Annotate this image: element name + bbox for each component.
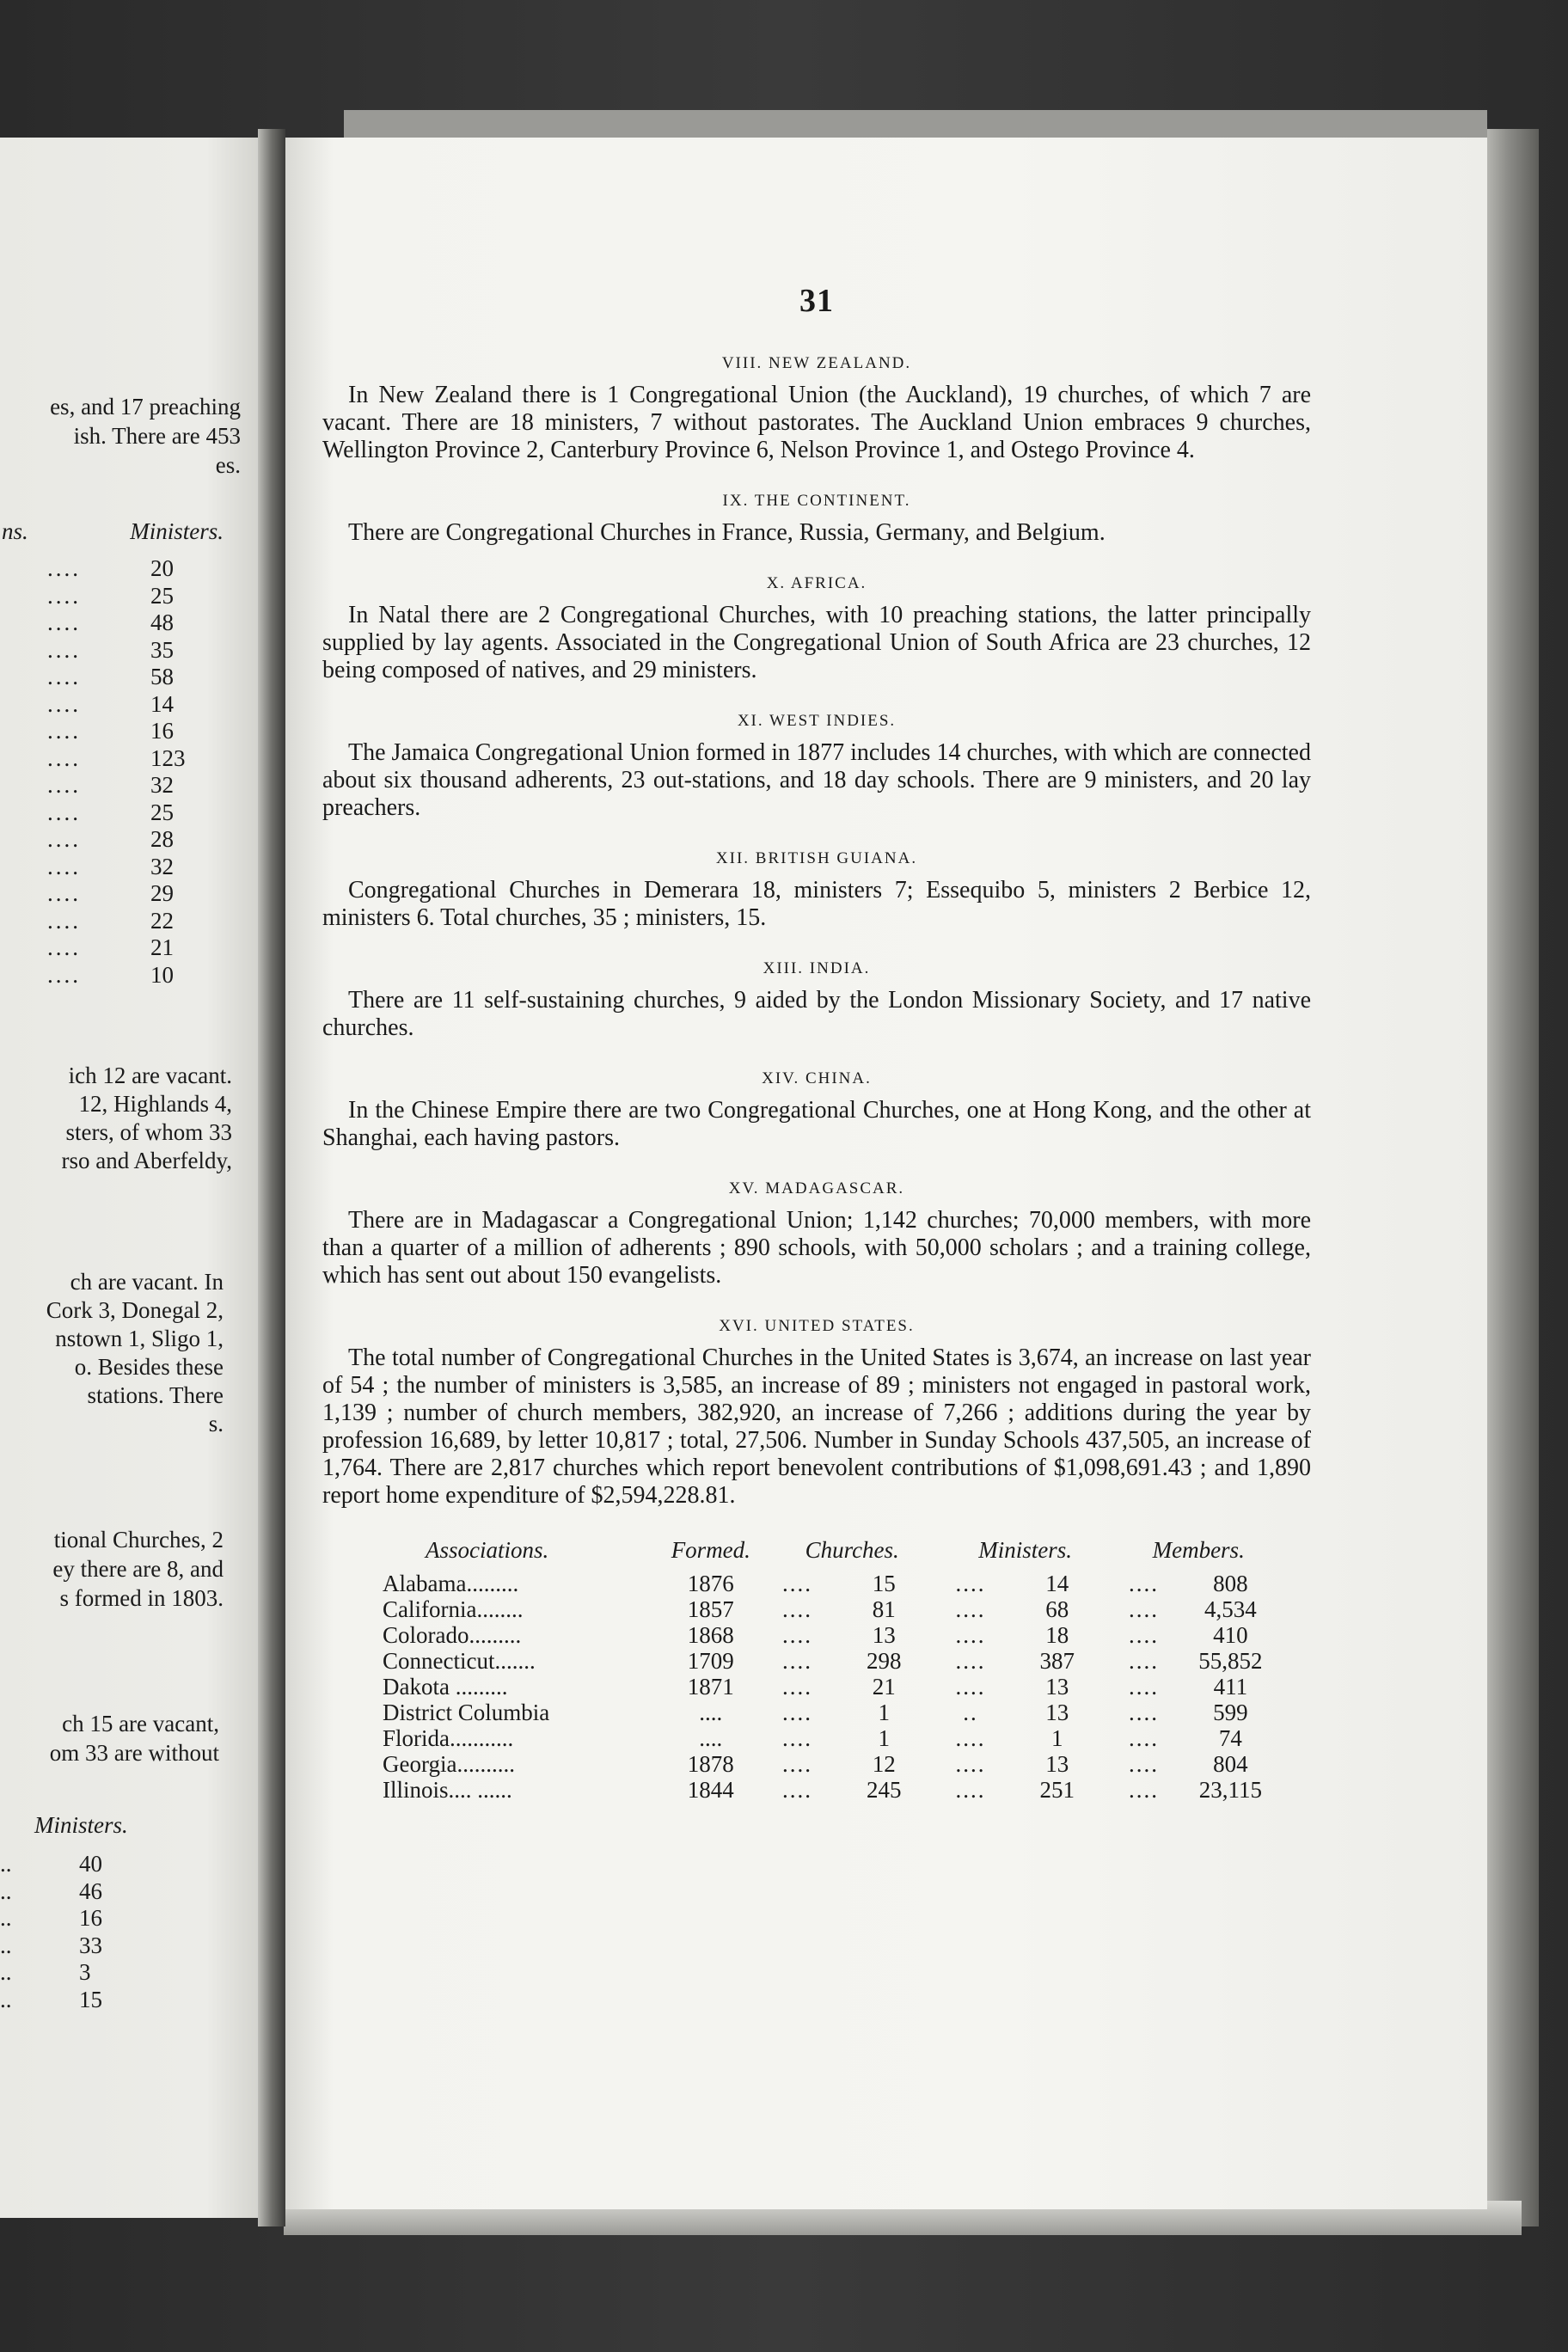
members-count: 55,852 bbox=[1198, 1648, 1263, 1674]
book-gutter bbox=[258, 129, 285, 2226]
left-page-line: ch are vacant. In bbox=[70, 1269, 224, 1295]
ministers-count: 14 bbox=[1045, 1571, 1069, 1596]
churches-count: 12 bbox=[872, 1751, 896, 1777]
section-paragraph: There are Congregational Churches in France, Russia, Germany, and Belgium. bbox=[348, 519, 1106, 546]
left-list-value: 25 bbox=[150, 799, 174, 825]
table-header-row bbox=[383, 1537, 1285, 1571]
association-name: Illinois.... ...... bbox=[383, 1777, 512, 1803]
left-list-value: 28 bbox=[150, 826, 174, 852]
table-row bbox=[383, 1571, 1285, 1596]
left-list-value: 21 bbox=[150, 934, 174, 960]
leader-dots: .... bbox=[47, 907, 81, 934]
left-list-value: 29 bbox=[150, 880, 174, 906]
formed-year: 1876 bbox=[687, 1571, 734, 1596]
left-page-line: s. bbox=[208, 1411, 224, 1436]
left-list-value: 14 bbox=[150, 690, 174, 717]
left-list-value: 32 bbox=[150, 772, 174, 798]
leader-dots: .... bbox=[955, 1751, 986, 1777]
ministers-count: 13 bbox=[1045, 1674, 1069, 1700]
leader-dots: .... bbox=[955, 1725, 986, 1751]
churches-count: 81 bbox=[872, 1596, 896, 1622]
section-paragraph: In Natal there are 2 Congregational Churches, with 10 preaching stations, the latter principally supplied by lay agents. Associated in the Congregational Union of South Africa are 23 churches, 12 being composed of natives, and 29 ministers. bbox=[322, 602, 1311, 683]
left-list-value: 3 bbox=[79, 1959, 91, 1985]
members-count: 23,115 bbox=[1198, 1777, 1262, 1803]
churches-count: 1 bbox=[878, 1700, 891, 1725]
table-body bbox=[383, 1571, 1285, 1803]
table-row bbox=[383, 1648, 1285, 1674]
formed-year: 1871 bbox=[687, 1674, 734, 1700]
leader-dots: .. bbox=[0, 1905, 12, 1931]
members-count: 804 bbox=[1213, 1751, 1248, 1777]
leader-dots: .... bbox=[1129, 1777, 1160, 1803]
left-list-value: 20 bbox=[150, 555, 174, 581]
table-row bbox=[383, 1751, 1285, 1777]
previous-page bbox=[0, 138, 258, 2218]
leader-dots: .... bbox=[782, 1777, 813, 1803]
section-paragraph: In the Chinese Empire there are two Congregational Churches, one at Hong Kong, and the other at Shanghai, each having pastors. bbox=[322, 1097, 1311, 1151]
members-count: 74 bbox=[1218, 1725, 1242, 1751]
association-name: Colorado......... bbox=[383, 1622, 522, 1648]
section-heading: IX. THE CONTINENT. bbox=[722, 492, 911, 510]
members-count: 808 bbox=[1213, 1571, 1248, 1596]
leader-dots: .... bbox=[782, 1674, 813, 1700]
table-row bbox=[383, 1674, 1285, 1700]
left-page-line: o. Besides these bbox=[74, 1354, 224, 1380]
leader-dots: .. bbox=[0, 1986, 12, 2012]
left-list-header: ns. bbox=[2, 518, 28, 544]
section-heading: X. AFRICA. bbox=[766, 574, 867, 592]
section-paragraph: There are in Madagascar a Congregational Union; 1,142 churches; 70,000 members, with more than a quarter of a million of adherents ; 890 schools, with 50,000 scholars ; and a training college, which has sent out about 150 evangelists. bbox=[322, 1207, 1311, 1289]
table-row bbox=[383, 1596, 1285, 1622]
left-page-line: ish. There are 453 bbox=[73, 423, 241, 449]
leader-dots: .... bbox=[47, 934, 81, 960]
leader-dots: .. bbox=[0, 1932, 12, 1958]
section-heading: XII. BRITISH GUIANA. bbox=[715, 849, 918, 867]
section-heading: XIV. CHINA. bbox=[762, 1069, 872, 1087]
leader-dots: .... bbox=[782, 1622, 813, 1648]
ministers-count: 18 bbox=[1045, 1622, 1069, 1648]
left-page-line: 12, Highlands 4, bbox=[78, 1091, 232, 1117]
association-name: Dakota ......... bbox=[383, 1674, 508, 1700]
leader-dots: .... bbox=[47, 826, 81, 852]
association-name: Connecticut....... bbox=[383, 1648, 536, 1674]
leader-dots: .. bbox=[0, 1959, 12, 1985]
leader-dots: .... bbox=[47, 555, 81, 581]
left-list-value: 15 bbox=[79, 1986, 102, 2012]
left-page-line: om 33 are without bbox=[49, 1740, 219, 1766]
table-row bbox=[383, 1777, 1285, 1803]
section-paragraph: In New Zealand there is 1 Congregational Union (the Auckland), 19 churches, of which 7 are vacant. There are 18 ministers, 7 without pastorates. The Auckland Union embraces 9 churches, Wellington Province 2, Canterbury Province 6, Nelson Province 1, and Ostego Province 4. bbox=[322, 382, 1311, 463]
association-name: Florida........... bbox=[383, 1725, 514, 1751]
left-page-line: es. bbox=[215, 452, 241, 478]
leader-dots: .. bbox=[0, 1851, 12, 1877]
header-ministers: Ministers. bbox=[978, 1537, 1073, 1563]
members-count: 599 bbox=[1213, 1700, 1248, 1725]
left-page-line: ch 15 are vacant, bbox=[62, 1711, 219, 1736]
formed-year: 1709 bbox=[687, 1648, 734, 1674]
association-name: Alabama......... bbox=[383, 1571, 519, 1596]
churches-count: 1 bbox=[878, 1725, 891, 1751]
leader-dots: .... bbox=[1129, 1596, 1160, 1622]
leader-dots: .... bbox=[955, 1622, 986, 1648]
leader-dots: .... bbox=[47, 609, 81, 635]
leader-dots: .... bbox=[955, 1571, 986, 1596]
leader-dots: .... bbox=[47, 664, 81, 689]
left-list-value: 16 bbox=[79, 1905, 102, 1931]
left-page-line: stations. There bbox=[87, 1382, 224, 1408]
section-paragraph: There are 11 self-sustaining churches, 9 aided by the London Missionary Society, and 17 native churches. bbox=[322, 987, 1311, 1041]
leader-dots: .... bbox=[782, 1596, 813, 1622]
left-list-value: 10 bbox=[150, 961, 174, 988]
members-count: 4,534 bbox=[1204, 1596, 1257, 1622]
leader-dots: .... bbox=[782, 1571, 813, 1596]
header-churches: Churches. bbox=[805, 1537, 899, 1563]
leader-dots: .... bbox=[782, 1725, 813, 1751]
ministers-count: 68 bbox=[1045, 1596, 1069, 1622]
header-formed: Formed. bbox=[671, 1537, 750, 1563]
section-paragraph: The Jamaica Congregational Union formed in 1877 includes 14 churches, with which are connected about six thousand adherents, 23 out-stations, and 18 day schools. There are 9 ministers, and 20 lay preachers. bbox=[322, 739, 1311, 821]
leader-dots: .... bbox=[47, 961, 81, 988]
left-page-line: ich 12 are vacant. bbox=[68, 1063, 232, 1088]
ministers-count: 387 bbox=[1039, 1648, 1075, 1674]
ministers-count: 1 bbox=[1051, 1725, 1063, 1751]
association-name: Georgia.......... bbox=[383, 1751, 515, 1777]
leader-dots: .. bbox=[963, 1700, 978, 1725]
churches-count: 21 bbox=[872, 1674, 896, 1700]
members-count: 410 bbox=[1213, 1622, 1248, 1648]
section-paragraph: Congregational Churches in Demerara 18, ministers 7; Essequibo 5, ministers 2 Berbice 12, ministers 6. Total churches, 35 ; ministers, 15. bbox=[322, 877, 1311, 931]
section-heading: XIII. INDIA. bbox=[763, 959, 871, 977]
sections bbox=[322, 354, 1311, 1510]
left-list-value: 25 bbox=[150, 582, 174, 609]
leader-dots: .... bbox=[47, 799, 81, 825]
leader-dots: .... bbox=[1129, 1674, 1160, 1700]
left-list-value: 35 bbox=[150, 636, 174, 663]
leader-dots: .... bbox=[47, 880, 81, 906]
header-members: Members. bbox=[1152, 1537, 1245, 1563]
left-list-header: Ministers. bbox=[130, 518, 224, 544]
table-row bbox=[383, 1700, 1285, 1725]
left-list-value: 46 bbox=[79, 1877, 102, 1904]
section-heading: XVI. UNITED STATES. bbox=[719, 1317, 915, 1335]
leader-dots: .... bbox=[782, 1700, 813, 1725]
churches-count: 13 bbox=[872, 1622, 896, 1648]
formed-year: .... bbox=[699, 1700, 723, 1725]
left-list-value: 48 bbox=[150, 609, 174, 635]
ministers-count: 13 bbox=[1045, 1751, 1069, 1777]
formed-year: .... bbox=[699, 1725, 723, 1751]
section-paragraph: The total number of Congregational Churches in the United States is 3,674, an increase on last year of 54 ; the number of ministers is 3,585, an increase of 89 ; ministers not engaged in pastoral work, 1,139 ; number of church members, 382,920, an increase of 7,266 ; additions during the year by profession 16,689, by letter 10,817 ; total, 27,506. Number in Sunday Schools 437,505, an increase of 1,764. There are 2,817 churches which report benevolent contributions of $1,098,691.43 ; and 1,890 report home expenditure of $2,594,228.81. bbox=[322, 1344, 1311, 1509]
left-list-value: 33 bbox=[79, 1932, 102, 1958]
left-list-value: 16 bbox=[150, 718, 174, 744]
left-page-line: rso and Aberfeldy, bbox=[61, 1148, 232, 1173]
page-number: 31 bbox=[799, 283, 834, 319]
ministers-count: 13 bbox=[1045, 1700, 1069, 1725]
churches-count: 15 bbox=[872, 1571, 896, 1596]
leader-dots: .... bbox=[47, 690, 81, 717]
associations-table bbox=[383, 1537, 1285, 1803]
left-page-line: nstown 1, Sligo 1, bbox=[55, 1326, 224, 1351]
left-list-value: 123 bbox=[150, 744, 186, 771]
formed-year: 1844 bbox=[687, 1777, 734, 1803]
leader-dots: .... bbox=[47, 636, 81, 663]
leader-dots: .... bbox=[1129, 1571, 1160, 1596]
left-list-value: 40 bbox=[79, 1851, 102, 1877]
leader-dots: .... bbox=[782, 1751, 813, 1777]
left-list-value: 32 bbox=[150, 853, 174, 879]
leader-dots: .... bbox=[955, 1648, 986, 1674]
left-list-value: 22 bbox=[150, 907, 174, 934]
leader-dots: .... bbox=[955, 1596, 986, 1622]
members-count: 411 bbox=[1213, 1674, 1248, 1700]
leader-dots: .... bbox=[47, 718, 81, 744]
leader-dots: .... bbox=[1129, 1648, 1160, 1674]
left-page-line: s formed in 1803. bbox=[59, 1585, 224, 1611]
leader-dots: .... bbox=[1129, 1751, 1160, 1777]
section-heading: XV. MADAGASCAR. bbox=[728, 1179, 905, 1197]
left-page-line: tional Churches, 2 bbox=[53, 1527, 224, 1553]
table-row bbox=[383, 1725, 1285, 1751]
formed-year: 1857 bbox=[687, 1596, 734, 1622]
header-associations: Associations. bbox=[426, 1537, 549, 1563]
association-name: California........ bbox=[383, 1596, 524, 1622]
formed-year: 1878 bbox=[687, 1751, 734, 1777]
left-page-line: sters, of whom 33 bbox=[65, 1119, 232, 1145]
leader-dots: .... bbox=[782, 1648, 813, 1674]
table-row bbox=[383, 1622, 1285, 1648]
leader-dots: .... bbox=[47, 582, 81, 609]
section-heading: VIII. NEW ZEALAND. bbox=[721, 354, 912, 372]
left-page-line: es, and 17 preaching bbox=[50, 394, 241, 420]
churches-count: 245 bbox=[867, 1777, 902, 1803]
association-name: District Columbia bbox=[383, 1700, 550, 1725]
formed-year: 1868 bbox=[687, 1622, 734, 1648]
left-page-line: Cork 3, Donegal 2, bbox=[46, 1297, 224, 1323]
left-list-value: 58 bbox=[150, 664, 174, 689]
section-heading: XI. WEST INDIES. bbox=[737, 712, 897, 730]
leader-dots: .... bbox=[1129, 1622, 1160, 1648]
leader-dots: .... bbox=[47, 744, 81, 771]
churches-count: 298 bbox=[867, 1648, 902, 1674]
leader-dots: .... bbox=[955, 1674, 986, 1700]
leader-dots: .... bbox=[47, 772, 81, 798]
leader-dots: .... bbox=[1129, 1700, 1160, 1725]
leader-dots: .... bbox=[47, 853, 81, 879]
leader-dots: .... bbox=[955, 1777, 986, 1803]
ministers-count: 251 bbox=[1039, 1777, 1075, 1803]
leader-dots: .... bbox=[1129, 1725, 1160, 1751]
leader-dots: .. bbox=[0, 1877, 12, 1904]
left-list-header: Ministers. bbox=[34, 1812, 128, 1838]
book-right-edge bbox=[1487, 129, 1539, 2226]
left-page-line: ey there are 8, and bbox=[52, 1556, 224, 1582]
page-content bbox=[322, 282, 1311, 1803]
